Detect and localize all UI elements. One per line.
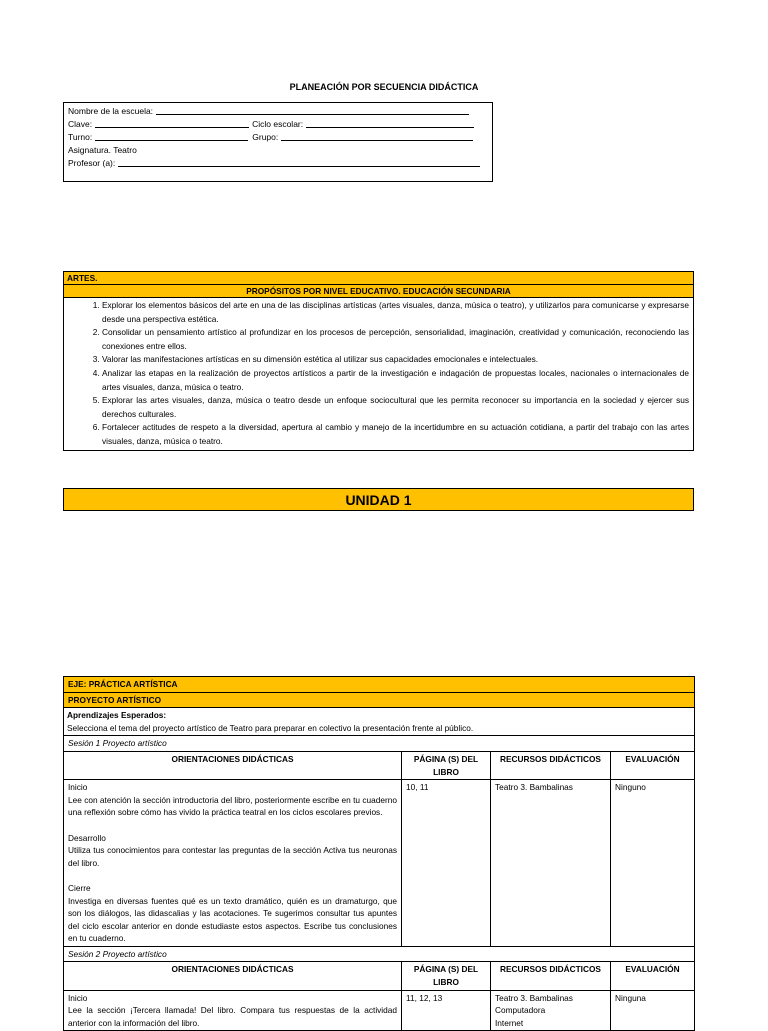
cierre-text: Investiga en diversas fuentes qué es un texto dramático, quién es un dramaturgo, que son los diálogos, las didascalias y las acotaciones. Te sugerimos consultar tus apuntes del ciclo escolar anterior en donde estudiaste estos aspectos. Escribe tus conclusiones en tu cuaderno. [68,895,397,944]
grupo-label: Grupo: [252,132,279,142]
col-header-evaluacion: EVALUACIÓN [611,751,695,779]
session-1-resources: Teatro 3. Bambalinas [491,780,611,947]
planning-table [63,676,695,1031]
purposes-header: ARTES. [64,272,694,285]
resource-item: Teatro 3. Bambalinas [495,992,573,1003]
purposes-list-cell [64,298,694,451]
col-header-orientaciones: ORIENTACIONES DIDÁCTICAS [64,962,402,990]
purposes-subheader: PROPÓSITOS POR NIVEL EDUCATIVO. EDUCACIÓN SECUNDARIA [64,285,694,298]
col-header-orientaciones: ORIENTACIONES DIDÁCTICAS [64,751,402,779]
session-2-resources [491,990,611,1031]
col-header-paginas: PÁGINA (S) DEL LIBRO [402,962,491,990]
session-2-orientaciones [64,990,402,1031]
session-2-title: Sesión 2 Proyecto artístico [64,946,695,962]
desarrollo-text: Utiliza tus conocimientos para contestar las preguntas de la sección Activa tus neuronas del libro. [68,845,397,868]
profesor-line [118,157,480,167]
resource-item: Internet [495,1017,524,1028]
school-name-label: Nombre de la escuela: [68,106,154,116]
inicio-label: Inicio [68,782,88,793]
turno-line [95,131,248,141]
turno-grupo-row [68,131,488,144]
profesor-label: Profesor (a): [68,158,116,168]
purposes-list [64,298,693,450]
school-name-line [156,105,469,115]
session-1-title: Sesión 1 Proyecto artístico [64,736,695,752]
resource-item: Computadora [495,1005,546,1016]
school-info-box [63,102,493,182]
session-1-evaluation: Ninguno [611,780,695,947]
col-header-recursos: RECURSOS DIDÁCTICOS [491,751,611,779]
purpose-item: 2. Consolidar un pensamiento artístico al profundizar en los procesos de percepción, sensorialidad, imaginación, creatividad y comunicación, reconociendo las conexiones entre ellos. [102,326,689,353]
ciclo-label: Ciclo escolar: [252,119,304,129]
purposes-table [63,271,694,451]
asignatura-label: Asignatura. Teatro [68,145,137,155]
purpose-item: 1. Explorar los elementos básicos del arte en una de las disciplinas artísticas (artes visuales, danza, música o teatro), y utilizarlos para comunicarse y expresarse desde una perspectiva estética. [102,299,689,326]
clave-line [95,118,249,128]
col-header-evaluacion: EVALUACIÓN [611,962,695,990]
school-name-row [68,105,488,118]
col-header-paginas: PÁGINA (S) DEL LIBRO [402,751,491,779]
session-1-orientaciones [64,780,402,947]
profesor-row [68,157,488,170]
purpose-item: 3. Valorar las manifestaciones artísticas en su dimensión estética al utilizar sus capacidades emocionales e intelectuales. [102,353,689,367]
aprendizajes-text: Selecciona el tema del proyecto artístico de Teatro para preparar en colectivo la presentación frente al público. [67,722,474,733]
grupo-line [281,131,473,141]
eje-header: EJE: PRÁCTICA ARTÍSTICA [64,677,695,693]
proyecto-header: PROYECTO ARTÍSTICO [64,692,695,708]
ciclo-line [306,118,474,128]
inicio-text: Lee la sección ¡Tercera llamada! Del libro. Compara tus respuestas de la actividad anterior con la información del libro. [68,1005,397,1028]
clave-ciclo-row [68,118,488,131]
session-1-pages: 10, 11 [402,780,491,947]
col-header-recursos: RECURSOS DIDÁCTICOS [491,962,611,990]
session-2-evaluation: Ninguna [611,990,695,1031]
aprendizajes-label: Aprendizajes Esperados: [67,710,167,721]
document-title: PLANEACIÓN POR SECUENCIA DIDÁCTICA [289,82,479,92]
purpose-item: 6. Fortalecer actitudes de respeto a la diversidad, apertura al cambio y manejo de la incertidumbre en su actuación cotidiana, a partir del trabajo con las artes visuales, danza, música o teatro. [102,421,689,448]
session-2-pages: 11, 12, 13 [402,990,491,1031]
clave-label: Clave: [68,119,93,129]
unit-banner: UNIDAD 1 [63,488,694,511]
purpose-item: 4. Analizar las etapas en la realización de proyectos artísticos a partir de la investigación e indagación de propuestas locales, nacionales o internacionales de artes visuales, danza, música o teatro. [102,367,689,394]
turno-label: Turno: [68,132,93,142]
purpose-item: 5. Explorar las artes visuales, danza, música o teatro desde un enfoque sociocultural que les permita reconocer su importancia en la sociedad y ejercer sus derechos culturales. [102,394,689,421]
inicio-text: Lee con atención la sección introductoria del libro, posteriormente escribe en tu cuaderno una reflexión sobre cómo has vivido la práctica teatral en los ciclos escolares previos. [68,794,397,818]
asignatura-row [68,144,488,157]
inicio-label: Inicio [68,992,88,1003]
cierre-label: Cierre [68,882,91,893]
desarrollo-label: Desarrollo [68,832,106,843]
aprendizajes-cell [64,708,695,736]
